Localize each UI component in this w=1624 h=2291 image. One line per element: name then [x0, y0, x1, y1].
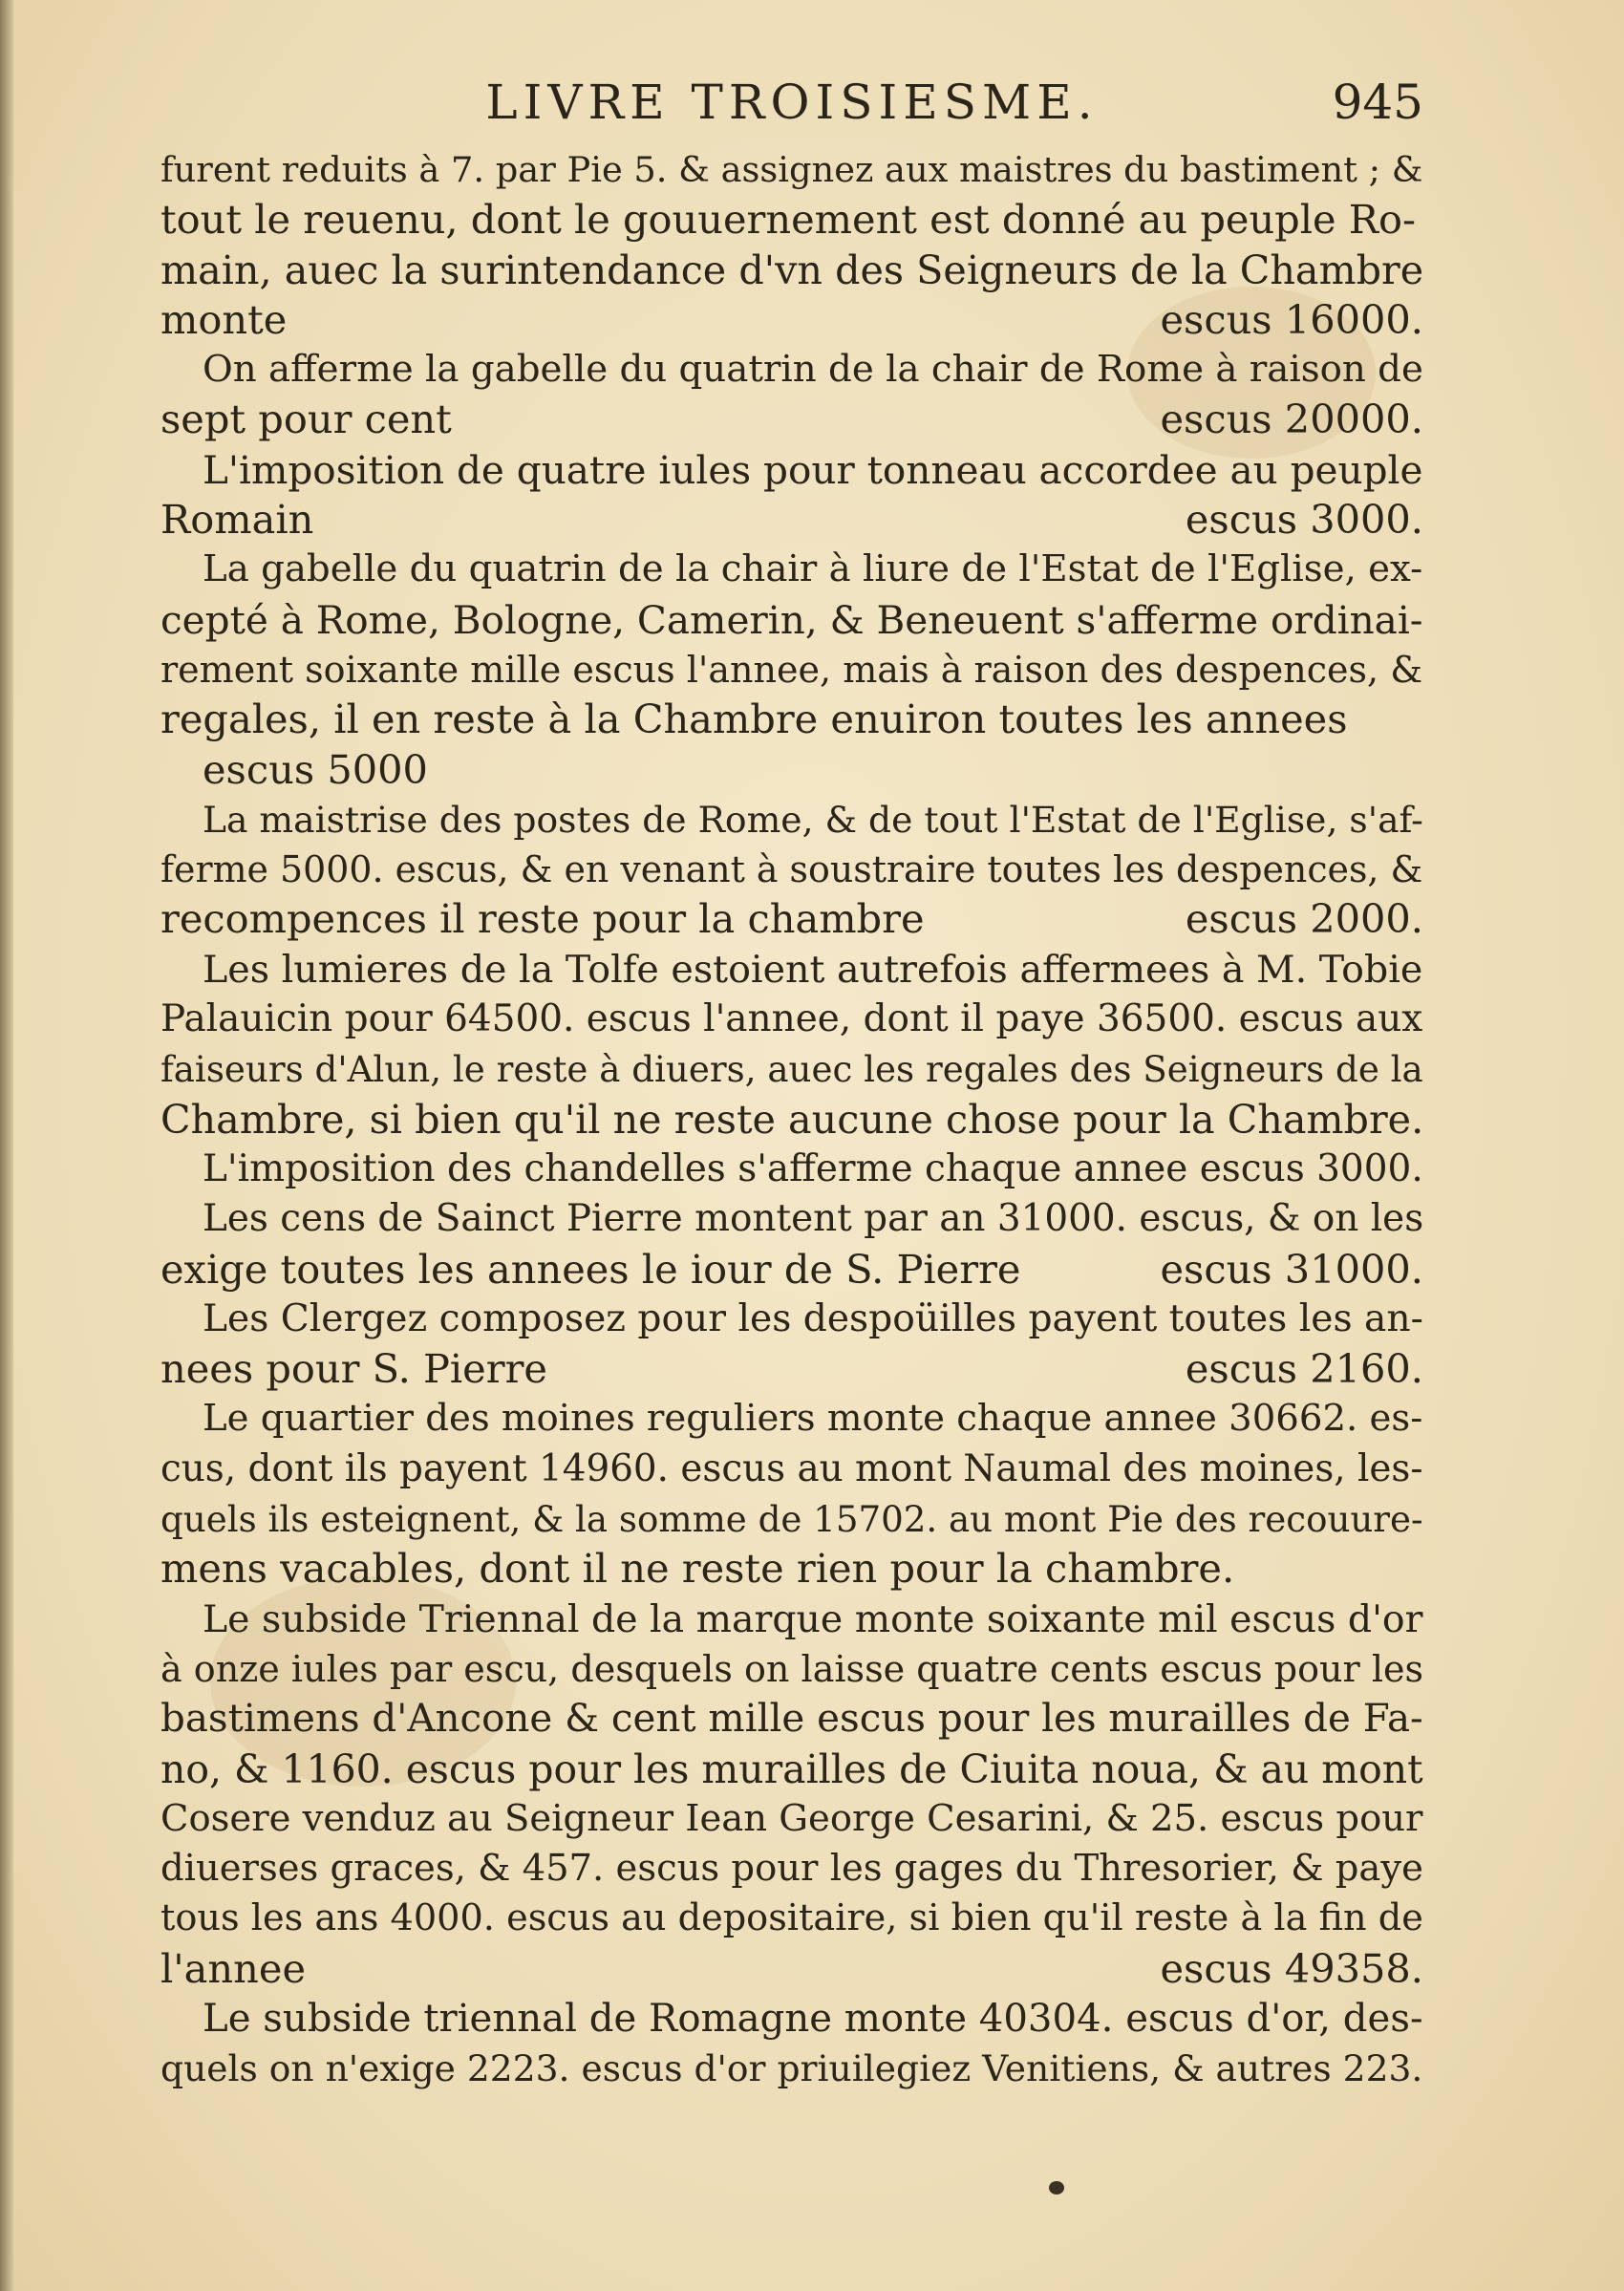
text-line: bastimens d'Ancone & cent mille escus pour les murailles de Fa- [160, 1696, 1423, 1742]
amount-entry: escus 16000. [1160, 295, 1423, 343]
text-line: à onze iules par escu, desquels on laisse quatre cents escus pour les [160, 1647, 1424, 1690]
text-line: mens vacables, dont il ne reste rien pour la chambre. [160, 1545, 1235, 1593]
text-line: Palauicin pour 64500. escus l'annee, dont il paye 36500. escus aux [160, 997, 1423, 1041]
text-line: quels ils esteignent, & la somme de 15702. au mont Pie des recouure- [160, 1498, 1423, 1541]
text-line: l'annee escus 49358. [160, 1944, 1423, 1994]
text-line: L'imposition des chandelles s'afferme chaque annee escus 3000. [203, 1146, 1423, 1190]
text-line: exige toutes les annees le iour de S. Pierre escus 31000. [160, 1245, 1423, 1295]
text-line: Les Clergez composez pour les despoüilles payent toutes les an- [203, 1296, 1423, 1340]
text-line: cus, dont ils payent 14960. escus au mont Naumal des moines, les- [160, 1446, 1423, 1490]
text-line: Les lumieres de la Tolfe estoient autrefois affermees à M. Tobie [203, 947, 1423, 992]
text-line: La maistrise des postes de Rome, & de tout l'Estat de l'Eglise, s'af- [203, 798, 1423, 841]
text-line: La gabelle du quatrin de la chair à liure de l'Estat de l'Eglise, ex- [203, 547, 1423, 591]
text-line: Le subside triennal de Romagne monte 40304. escus d'or, des- [203, 1996, 1423, 2041]
text-line: tous les ans 4000. escus au depositaire, si bien qu'il reste à la fin de [160, 1897, 1423, 1940]
body-text [160, 145, 1423, 2094]
text-line: sept pour cent escus 20000. [160, 395, 1423, 444]
page-header [160, 71, 1423, 134]
text-line: main, auec la surintendance d'vn des Seigneurs de la Chambre [160, 246, 1424, 293]
text-line: nees pour S. Pierre escus 2160. [160, 1344, 1423, 1394]
text-line: On afferme la gabelle du quatrin de la chair de Rome à raison de [203, 348, 1423, 392]
running-title: LIVRE TROISIESME. [485, 75, 1099, 130]
text-line: faiseurs d'Alun, le reste à diuers, auec les regales des Seigneurs de la [160, 1048, 1423, 1091]
amount-entry: escus 2160. [1185, 1345, 1423, 1393]
text-line: ferme 5000. escus, & en venant à soustraire toutes les despences, & [160, 848, 1423, 891]
ink-blot-mark [1049, 2181, 1064, 2195]
page-binding-edge [0, 0, 13, 2291]
text-line: Le subside Triennal de la marque monte soixante mil escus d'or [203, 1596, 1423, 1641]
text-line: Romain escus 3000. [160, 495, 1423, 545]
text-line: L'imposition de quatre iules pour tonneau accordee au peuple [203, 446, 1423, 493]
text-line: regales, il en reste à la Chambre enuiron toutes les annees [160, 696, 1348, 743]
text-line: monte escus 16000. [160, 295, 1423, 345]
amount-entry: escus 31000. [1160, 1245, 1423, 1293]
text-line: tout le reuenu, dont le gouuernement est donné au peuple Ro- [160, 196, 1417, 244]
amount-entry: escus 49358. [1160, 1944, 1423, 1992]
text-line: Le quartier des moines reguliers monte chaque annee 30662. es- [203, 1397, 1423, 1441]
amount-entry: escus 20000. [1160, 396, 1423, 443]
text-line: escus 5000 [203, 745, 428, 793]
text-line: Cosere venduz au Seigneur Iean George Cesarini, & 25. escus pour [160, 1796, 1423, 1840]
text-line: cepté à Rome, Bologne, Camerin, & Beneuent s'afferme ordinai- [160, 596, 1423, 643]
text-line: Les cens de Sainct Pierre montent par an 31000. escus, & on les [203, 1197, 1424, 1241]
page-number: 945 [1332, 75, 1423, 130]
text-line: diuerses graces, & 457. escus pour les gages du Thresorier, & paye [160, 1847, 1423, 1891]
amount-entry: escus 3000. [1185, 496, 1423, 544]
amount-entry: escus 2000. [1185, 895, 1423, 943]
text-line: Chambre, si bien qu'il ne reste aucune chose pour la Chambre. [160, 1096, 1424, 1143]
text-line: no, & 1160. escus pour les murailles de Ciuita noua, & au mont [160, 1745, 1423, 1792]
text-line: rement soixante mille escus l'annee, mais à raison des despences, & [160, 648, 1423, 691]
text-line: quels on n'exige 2223. escus d'or priuilegiez Venitiens, & autres 223. [160, 2047, 1423, 2090]
text-line: recompences il reste pour la chambre escus 2000. [160, 894, 1423, 944]
text-line: furent reduits à 7. par Pie 5. & assignez aux maistres du bastiment ; & [160, 149, 1423, 190]
